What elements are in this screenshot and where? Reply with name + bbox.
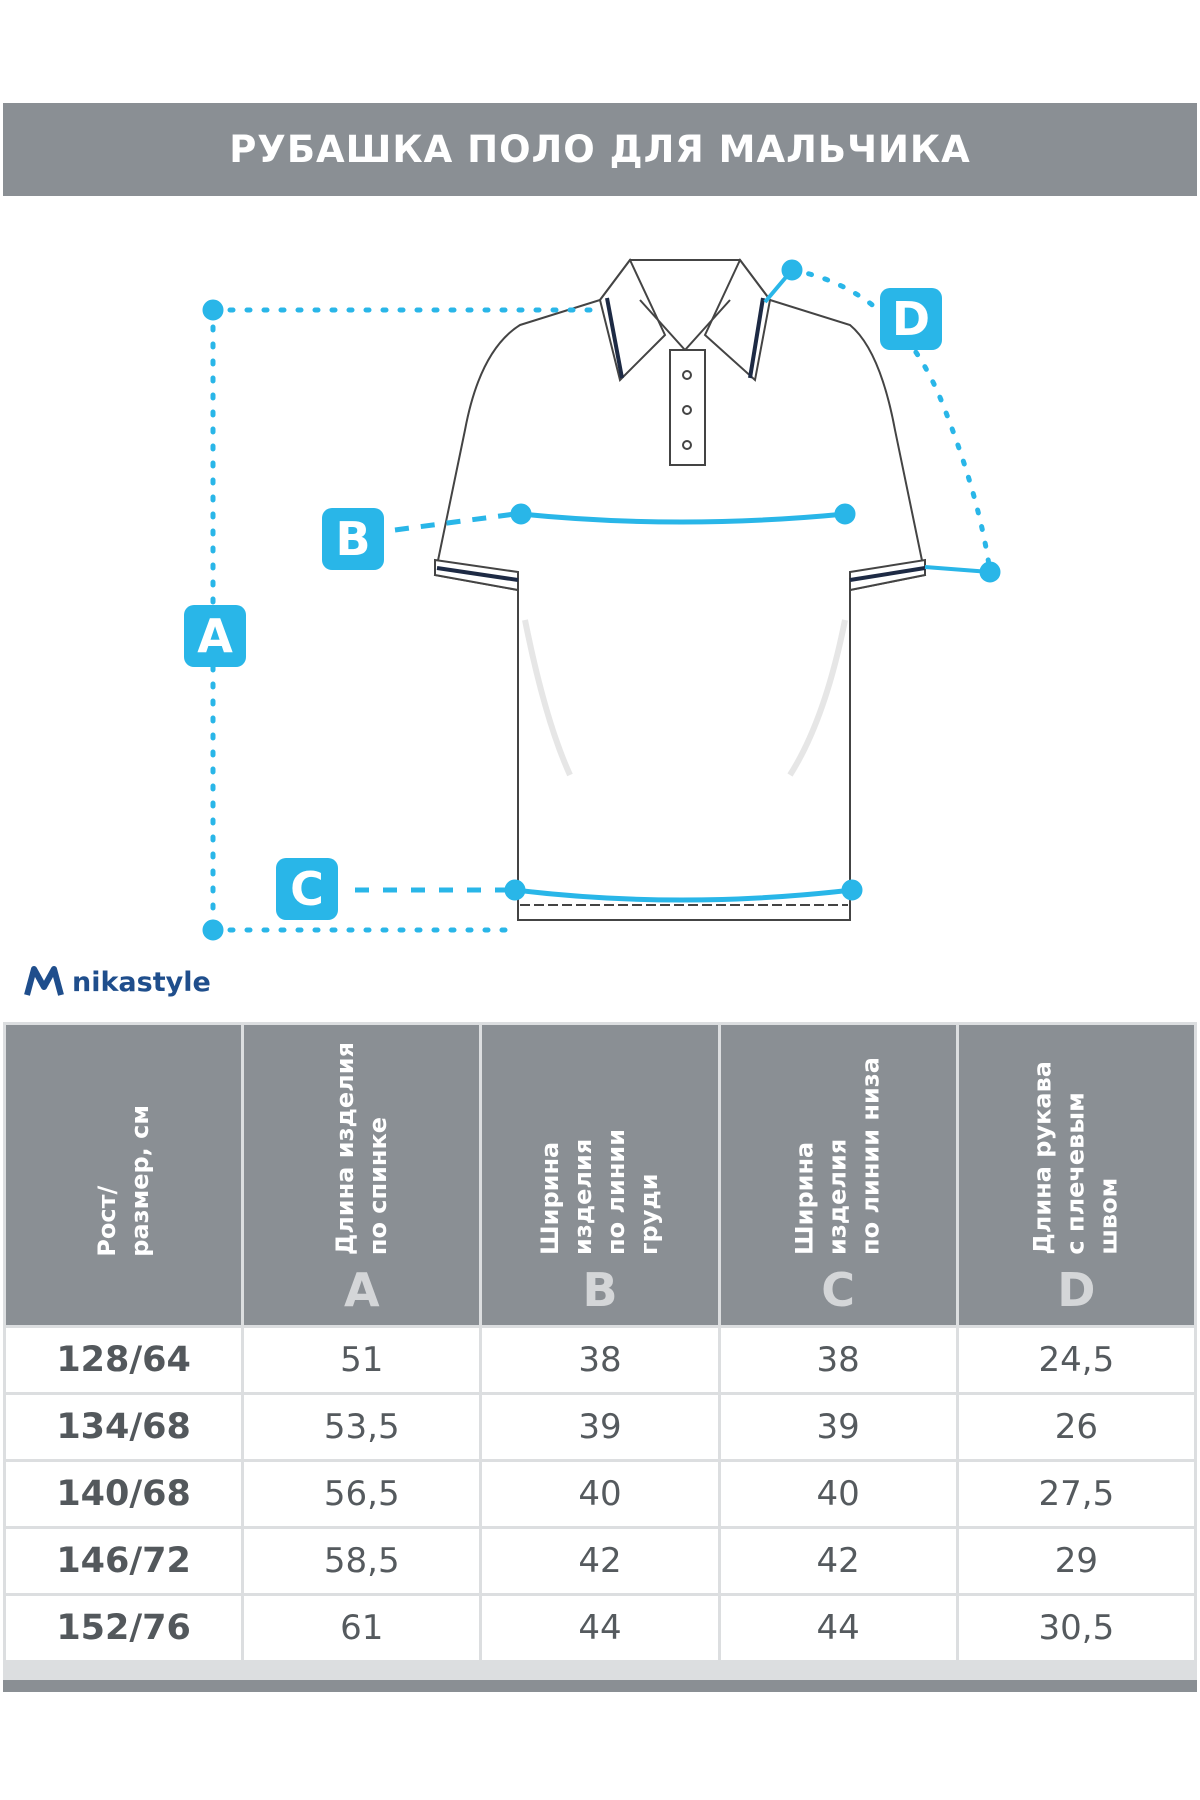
value-cell-d: 24,5 <box>959 1328 1194 1392</box>
value-cell-c: 38 <box>721 1328 956 1392</box>
size-cell: 152/76 <box>6 1596 241 1660</box>
marker-d-badge <box>880 288 942 350</box>
header-b <box>482 1025 717 1325</box>
value-cell-b: 38 <box>482 1328 717 1392</box>
header-label: Ширина изделия по линии низа <box>790 1057 885 1255</box>
header-c <box>721 1025 956 1325</box>
value-cell-a: 61 <box>244 1596 479 1660</box>
title-banner <box>3 103 1197 196</box>
value-cell-a: 56,5 <box>244 1462 479 1526</box>
header-letter: C <box>821 1263 856 1317</box>
marker-c-badge <box>276 858 338 920</box>
marker-a-badge <box>184 605 246 667</box>
header-label: Длина изделия по спинке <box>330 1041 392 1255</box>
value-cell-c: 40 <box>721 1462 956 1526</box>
value-cell-c: 42 <box>721 1529 956 1593</box>
header-letter: B <box>582 1263 618 1317</box>
value-cell-c: 44 <box>721 1596 956 1660</box>
size-cell: 140/68 <box>6 1462 241 1526</box>
bottom-bar <box>3 1680 1197 1692</box>
svg-text:D: D <box>891 292 931 346</box>
header-size <box>6 1025 241 1325</box>
value-cell-d: 27,5 <box>959 1462 1194 1526</box>
page-title: РУБАШКА ПОЛО ДЛЯ МАЛЬЧИКА <box>229 128 971 171</box>
brand-name: nikastyle <box>72 966 211 998</box>
value-cell-b: 44 <box>482 1596 717 1660</box>
svg-text:C: C <box>290 862 324 916</box>
size-cell: 146/72 <box>6 1529 241 1593</box>
header-label: Ширина изделия по линии груди <box>535 1128 663 1255</box>
header-letter: A <box>343 1263 380 1317</box>
polo-shirt-illustration <box>435 260 925 920</box>
value-cell-a: 58,5 <box>244 1529 479 1593</box>
table-row <box>6 1395 1194 1459</box>
value-cell-a: 53,5 <box>244 1395 479 1459</box>
table-header-row <box>6 1025 1194 1325</box>
header-d <box>959 1025 1194 1325</box>
brand <box>24 962 211 1002</box>
value-cell-b: 40 <box>482 1462 717 1526</box>
nikastyle-logo-icon <box>24 965 64 999</box>
value-cell-b: 39 <box>482 1395 717 1459</box>
header-label: Длина рукава с плечевым швом <box>1028 1061 1123 1255</box>
table-row <box>6 1328 1194 1392</box>
value-cell-a: 51 <box>244 1328 479 1392</box>
table-row <box>6 1529 1194 1593</box>
table-row <box>6 1596 1194 1660</box>
svg-text:B: B <box>335 512 371 566</box>
header-letter: D <box>1057 1263 1096 1317</box>
measurement-diagram <box>0 200 1200 950</box>
value-cell-b: 42 <box>482 1529 717 1593</box>
size-cell: 134/68 <box>6 1395 241 1459</box>
value-cell-d: 26 <box>959 1395 1194 1459</box>
value-cell-c: 39 <box>721 1395 956 1459</box>
header-a <box>244 1025 479 1325</box>
value-cell-d: 29 <box>959 1529 1194 1593</box>
marker-b-badge <box>322 508 384 570</box>
value-cell-d: 30,5 <box>959 1596 1194 1660</box>
table-row <box>6 1462 1194 1526</box>
size-cell: 128/64 <box>6 1328 241 1392</box>
svg-text:A: A <box>197 609 233 663</box>
size-table <box>3 1022 1197 1663</box>
header-label: Рост/ размер, см <box>92 1105 154 1257</box>
